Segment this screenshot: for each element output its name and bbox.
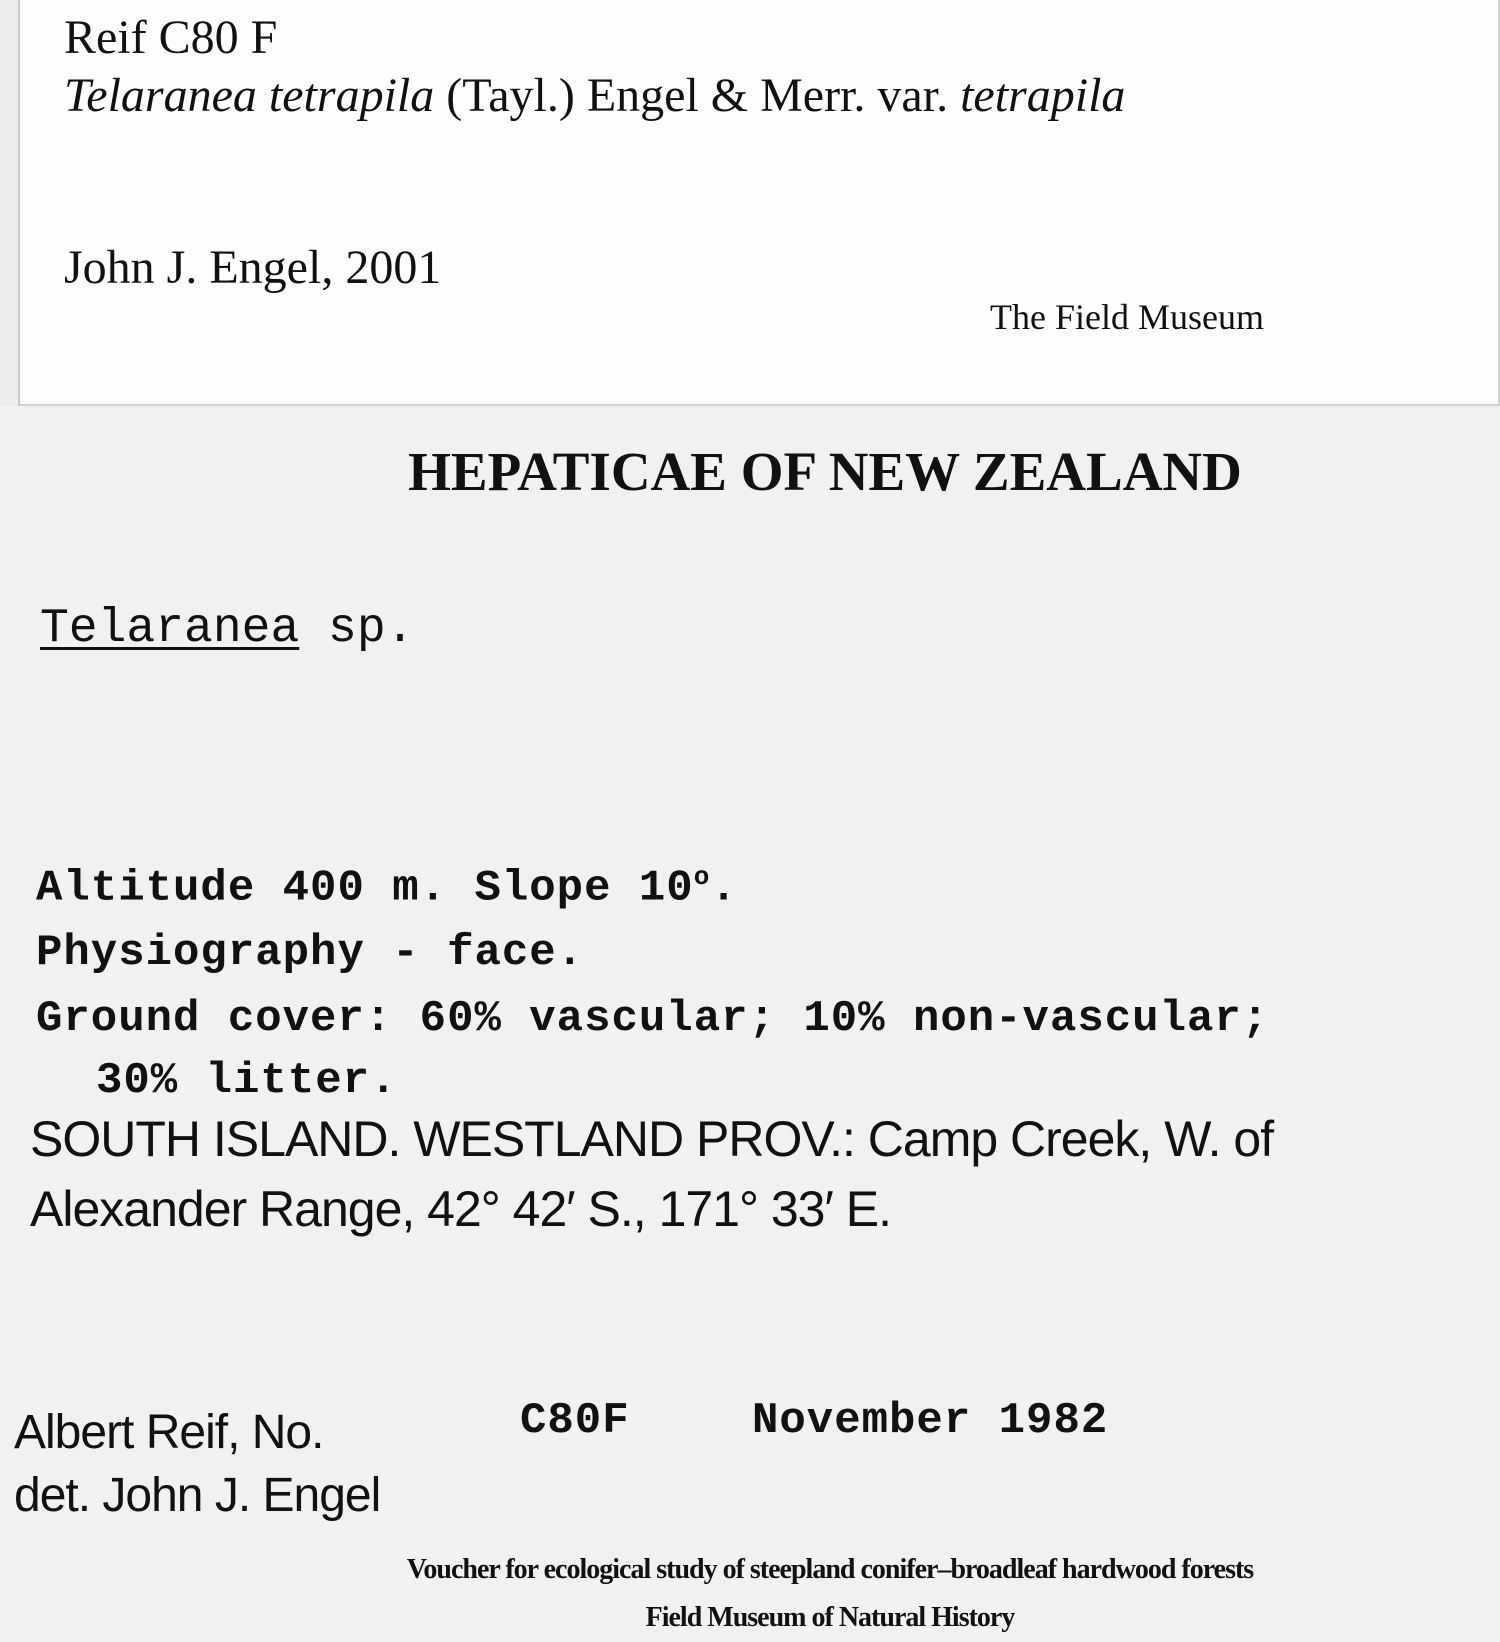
taxon-variety: tetrapila — [960, 69, 1126, 122]
determined-by: det. John J. Engel — [14, 1469, 381, 1522]
altitude-end: . — [710, 863, 738, 914]
altitude-line — [36, 862, 738, 914]
ground-cover-line-2: 30% litter. — [96, 1056, 398, 1106]
taxon-determination — [64, 68, 1125, 123]
taxon-name: Telaranea tetrapila — [64, 69, 435, 122]
ground-cover-line: Ground cover: 60% vascular; 10% non-vascular; — [36, 994, 1270, 1044]
collection-date: November 1982 — [752, 1396, 1109, 1446]
determiner: John J. Engel, 2001 — [64, 241, 442, 294]
locality-line-2: Alexander Range, 42° 42′ S., 171° 33′ E. — [30, 1181, 892, 1237]
museum-name: Field Museum of Natural History — [645, 1602, 1015, 1633]
voucher-note: Voucher for ecological study of steepland conifer–broadleaf hardwood forests — [406, 1554, 1254, 1585]
locality-line: SOUTH ISLAND. WESTLAND PROV.: Camp Creek, W. of — [30, 1111, 1274, 1167]
taxon-authority: (Tayl.) Engel & Merr. var. — [434, 69, 961, 122]
altitude-text: Altitude 400 m. Slope 10 — [36, 863, 694, 914]
label-heading: HEPATICAE OF NEW ZEALAND — [408, 441, 1242, 502]
collector: Albert Reif, No. — [14, 1406, 324, 1459]
collection-number: C80F — [520, 1396, 630, 1446]
genus-name: Telaranea — [40, 602, 300, 656]
physiography-line: Physiography - face. — [36, 928, 585, 978]
genus-line — [40, 602, 414, 656]
institution: The Field Museum — [990, 297, 1264, 337]
catalog-number: Reif C80 F — [64, 11, 278, 64]
genus-suffix: sp. — [299, 602, 415, 656]
degree-mark: o — [693, 862, 711, 892]
determination-slip — [18, 0, 1500, 406]
